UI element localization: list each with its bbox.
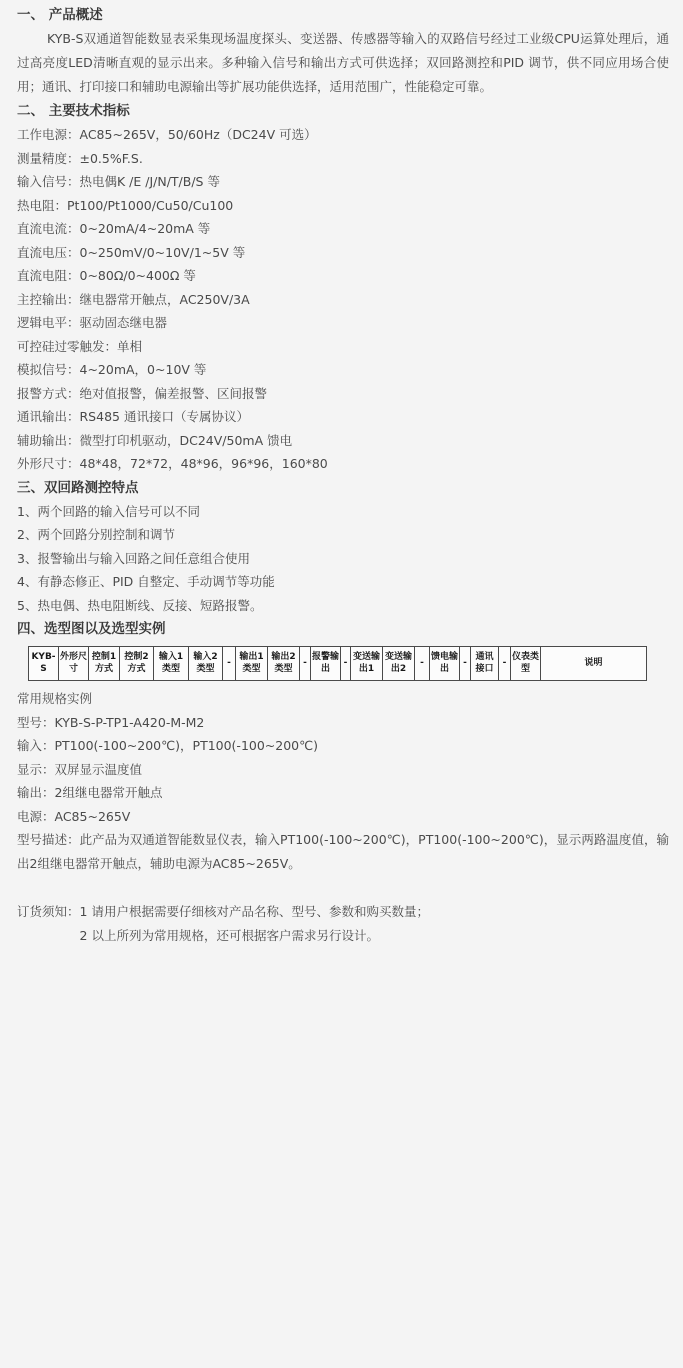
feature-item: 3、报警输出与输入回路之间任意组合使用 xyxy=(17,550,250,566)
spec-line: 模拟信号：4~20mA，0~10V 等 xyxy=(17,362,207,377)
col-header-6: - xyxy=(223,647,236,681)
feature-item: 4、有静态修正、PID 自整定、手动调节等功能 xyxy=(17,574,275,589)
col-header-11: - xyxy=(341,647,351,681)
spacer xyxy=(17,876,669,900)
overview-paragraph: KYB-S双通道智能数显表采集现场温度探头、变送器、传感器等输入的双路信号经过工业级CPU运算处理后，通过高亮度LED清晰直观的显示出来。多种输入信号和输出方式可供选择；双回路测控和PID 调节，供不同应用场合使用；通讯、打印接口和辅助电源输出等扩展功能供选择，适用范围广，性能稳定可靠。 xyxy=(17,31,669,94)
model-description: 型号描述：此产品为双通道智能数显仪表，输入PT100(-100~200℃)，PT100(-100~200℃)，显示两路温度值，输出2组继电器常开触点，辅助电源为AC85~265V。 xyxy=(17,832,669,871)
section-heading-features: 三、双回路测控特点 xyxy=(17,479,139,496)
feature-item: 5、热电偶、热电阻断线、反接、短路报警。 xyxy=(17,597,263,613)
col-header-16: - xyxy=(460,647,471,681)
col-header-9: - xyxy=(300,647,311,681)
col-header-3: 控制2方式 xyxy=(120,647,154,681)
example-title: 常用规格实例 xyxy=(17,691,93,706)
spec-line: 工作电源：AC85~265V，50/60Hz（DC24V 可选） xyxy=(17,127,317,142)
features-list xyxy=(17,500,669,618)
table-header-row xyxy=(29,647,647,681)
col-header-7: 输出1类型 xyxy=(236,647,268,681)
specs-list xyxy=(17,123,669,476)
spec-line: 主控输出：继电器常开触点，AC250V/3A xyxy=(17,291,250,307)
col-header-17: 通讯接口 xyxy=(471,647,499,681)
spec-line: 输入信号：热电偶K /E /J/N/T/B/S 等 xyxy=(17,174,220,189)
example-line: 输入：PT100(-100~200℃)，PT100(-100~200℃) xyxy=(17,738,319,753)
example-line: 电源：AC85~265V xyxy=(17,808,131,824)
spec-line: 通讯输出：RS485 通讯接口（专属协议） xyxy=(17,409,249,424)
order-notes-label: 订货须知： xyxy=(17,904,80,919)
col-header-8: 输出2类型 xyxy=(268,647,300,681)
example-block xyxy=(17,687,669,876)
col-header-1: 外形尺寸 xyxy=(59,647,89,681)
col-header-18: - xyxy=(499,647,511,681)
order-note-item: 2 以上所列为常用规格，还可根据客户需求另行设计。 xyxy=(79,927,379,943)
col-header-14: - xyxy=(415,647,430,681)
order-notes-items xyxy=(80,900,429,947)
section-heading-selection: 四、选型图以及选型实例 xyxy=(17,621,166,637)
feature-item: 2、两个回路分别控制和调节 xyxy=(17,527,175,542)
spec-line: 报警方式：绝对值报警，偏差报警、区间报警 xyxy=(17,385,268,401)
example-line: 型号：KYB-S-P-TP1-A420-M-M2 xyxy=(17,714,205,730)
spec-line: 外形尺寸：48*48，72*72，48*96，96*96，160*80 xyxy=(17,456,328,471)
spec-line: 直流电阻：0~80Ω/0~400Ω 等 xyxy=(17,268,196,283)
col-header-2: 控制1方式 xyxy=(89,647,120,681)
spec-line: 热电阻：Pt100/Pt1000/Cu50/Cu100 xyxy=(17,197,234,213)
section-heading-overview: 一、 产品概述 xyxy=(17,7,103,23)
col-header-15: 馈电输出 xyxy=(430,647,460,681)
spec-line: 直流电流：0~20mA/4~20mA 等 xyxy=(17,221,211,236)
col-header-10: 报警输出 xyxy=(311,647,341,681)
col-header-20: 说明 xyxy=(541,647,647,681)
col-header-4: 输入1类型 xyxy=(154,647,189,681)
selection-table-wrapper xyxy=(28,646,669,681)
col-header-19: 仪表类型 xyxy=(511,647,541,681)
col-header-12: 变送输出1 xyxy=(351,647,383,681)
col-header-0: KYB-S xyxy=(29,647,59,681)
section-heading-specs: 二、 主要技术指标 xyxy=(17,103,130,119)
spec-line: 可控硅过零触发：单相 xyxy=(17,338,143,354)
col-header-13: 变送输出2 xyxy=(383,647,415,681)
example-line: 输出：2组继电器常开触点 xyxy=(17,785,163,800)
selection-table xyxy=(28,646,647,681)
spec-line: 逻辑电平：驱动固态继电器 xyxy=(17,315,168,330)
feature-item: 1、两个回路的输入信号可以不同 xyxy=(17,503,200,519)
spec-line: 辅助输出：微型打印机驱动，DC24V/50mA 馈电 xyxy=(17,432,293,448)
spec-line: 直流电压：0~250mV/0~10V/1~5V 等 xyxy=(17,244,246,260)
spec-line: 测量精度：±0.5%F.S. xyxy=(17,150,143,166)
col-header-5: 输入2类型 xyxy=(189,647,223,681)
order-note-item: 1 请用户根据需要仔细核对产品名称、型号、参数和购买数量； xyxy=(79,904,429,919)
order-notes xyxy=(17,900,669,947)
example-line: 显示：双屏显示温度值 xyxy=(17,761,143,777)
